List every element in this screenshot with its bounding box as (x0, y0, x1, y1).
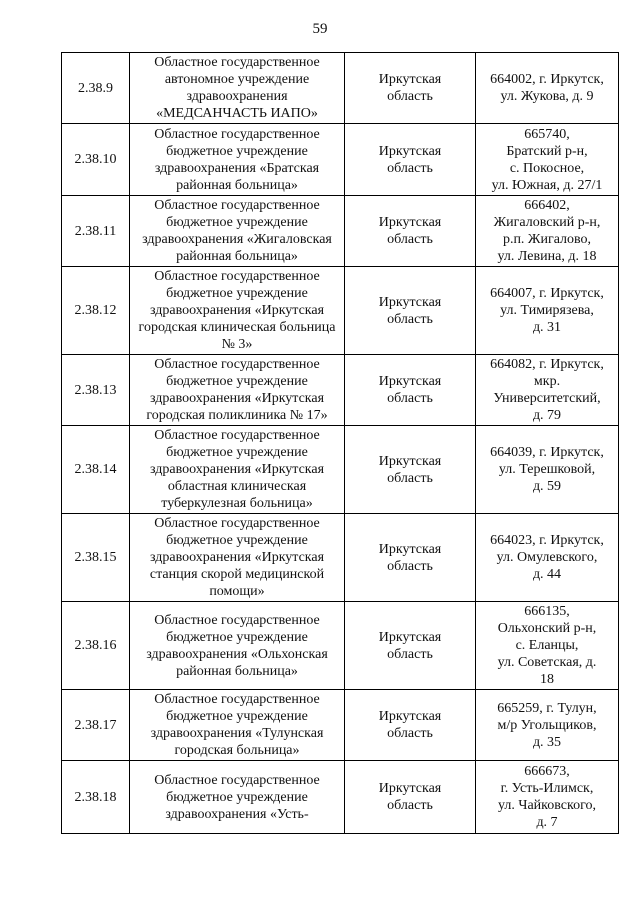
address-cell: 664007, г. Иркутск, ул. Тимирязева, д. 31 (476, 267, 619, 355)
institution-name-cell: Областное государственное бюджетное учреждение здравоохранения «Иркутская городская поликлиника № 17» (130, 355, 345, 426)
table-row (62, 761, 619, 834)
address-cell: 664002, г. Иркутск, ул. Жукова, д. 9 (476, 53, 619, 124)
region-cell: Иркутская область (345, 602, 476, 690)
address-cell: 665259, г. Тулун, м/р Угольщиков, д. 35 (476, 690, 619, 761)
row-number-cell: 2.38.18 (62, 761, 130, 834)
row-number-cell: 2.38.12 (62, 267, 130, 355)
institutions-table (61, 52, 619, 834)
region-cell: Иркутская область (345, 514, 476, 602)
address-cell: 664082, г. Иркутск, мкр. Университетский, д. 79 (476, 355, 619, 426)
row-number-cell: 2.38.10 (62, 124, 130, 196)
table-row (62, 53, 619, 124)
region-cell: Иркутская область (345, 124, 476, 196)
institution-name-cell: Областное государственное бюджетное учреждение здравоохранения «Ольхонская районная больница» (130, 602, 345, 690)
table-row (62, 267, 619, 355)
address-cell: 666135, Ольхонский р-н, с. Еланцы, ул. Советская, д. 18 (476, 602, 619, 690)
region-cell: Иркутская область (345, 761, 476, 834)
row-number-cell: 2.38.13 (62, 355, 130, 426)
region-cell: Иркутская область (345, 267, 476, 355)
table-row (62, 514, 619, 602)
region-cell: Иркутская область (345, 690, 476, 761)
address-cell: 664039, г. Иркутск, ул. Терешковой, д. 59 (476, 426, 619, 514)
address-cell: 666673, г. Усть-Илимск, ул. Чайковского, д. 7 (476, 761, 619, 834)
institution-name-cell: Областное государственное автономное учреждение здравоохранения «МЕДСАНЧАСТЬ ИАПО» (130, 53, 345, 124)
address-cell: 665740, Братский р-н, с. Покосное, ул. Южная, д. 27/1 (476, 124, 619, 196)
table-row (62, 602, 619, 690)
table-row (62, 124, 619, 196)
region-cell: Иркутская область (345, 355, 476, 426)
row-number-cell: 2.38.17 (62, 690, 130, 761)
institution-name-cell: Областное государственное бюджетное учреждение здравоохранения «Братская районная больница» (130, 124, 345, 196)
row-number-cell: 2.38.11 (62, 196, 130, 267)
region-cell: Иркутская область (345, 426, 476, 514)
region-cell: Иркутская область (345, 196, 476, 267)
institution-name-cell: Областное государственное бюджетное учреждение здравоохранения «Жигаловская районная больница» (130, 196, 345, 267)
address-cell: 664023, г. Иркутск, ул. Омулевского, д. 44 (476, 514, 619, 602)
table-row (62, 426, 619, 514)
institution-name-cell: Областное государственное бюджетное учреждение здравоохранения «Тулунская городская больница» (130, 690, 345, 761)
table-row (62, 690, 619, 761)
table-row (62, 196, 619, 267)
row-number-cell: 2.38.14 (62, 426, 130, 514)
institution-name-cell: Областное государственное бюджетное учреждение здравоохранения «Иркутская станция скорой медицинской помощи» (130, 514, 345, 602)
institution-name-cell: Областное государственное бюджетное учреждение здравоохранения «Иркутская городская клиническая больница № 3» (130, 267, 345, 355)
institution-name-cell: Областное государственное бюджетное учреждение здравоохранения «Иркутская областная клиническая туберкулезная больница» (130, 426, 345, 514)
region-cell: Иркутская область (345, 53, 476, 124)
row-number-cell: 2.38.9 (62, 53, 130, 124)
institutions-table-body (62, 53, 619, 834)
row-number-cell: 2.38.15 (62, 514, 130, 602)
institution-name-cell: Областное государственное бюджетное учреждение здравоохранения «Усть- (130, 761, 345, 834)
table-row (62, 355, 619, 426)
row-number-cell: 2.38.16 (62, 602, 130, 690)
page-number: 59 (312, 21, 328, 37)
address-cell: 666402, Жигаловский р-н, р.п. Жигалово, ул. Левина, д. 18 (476, 196, 619, 267)
